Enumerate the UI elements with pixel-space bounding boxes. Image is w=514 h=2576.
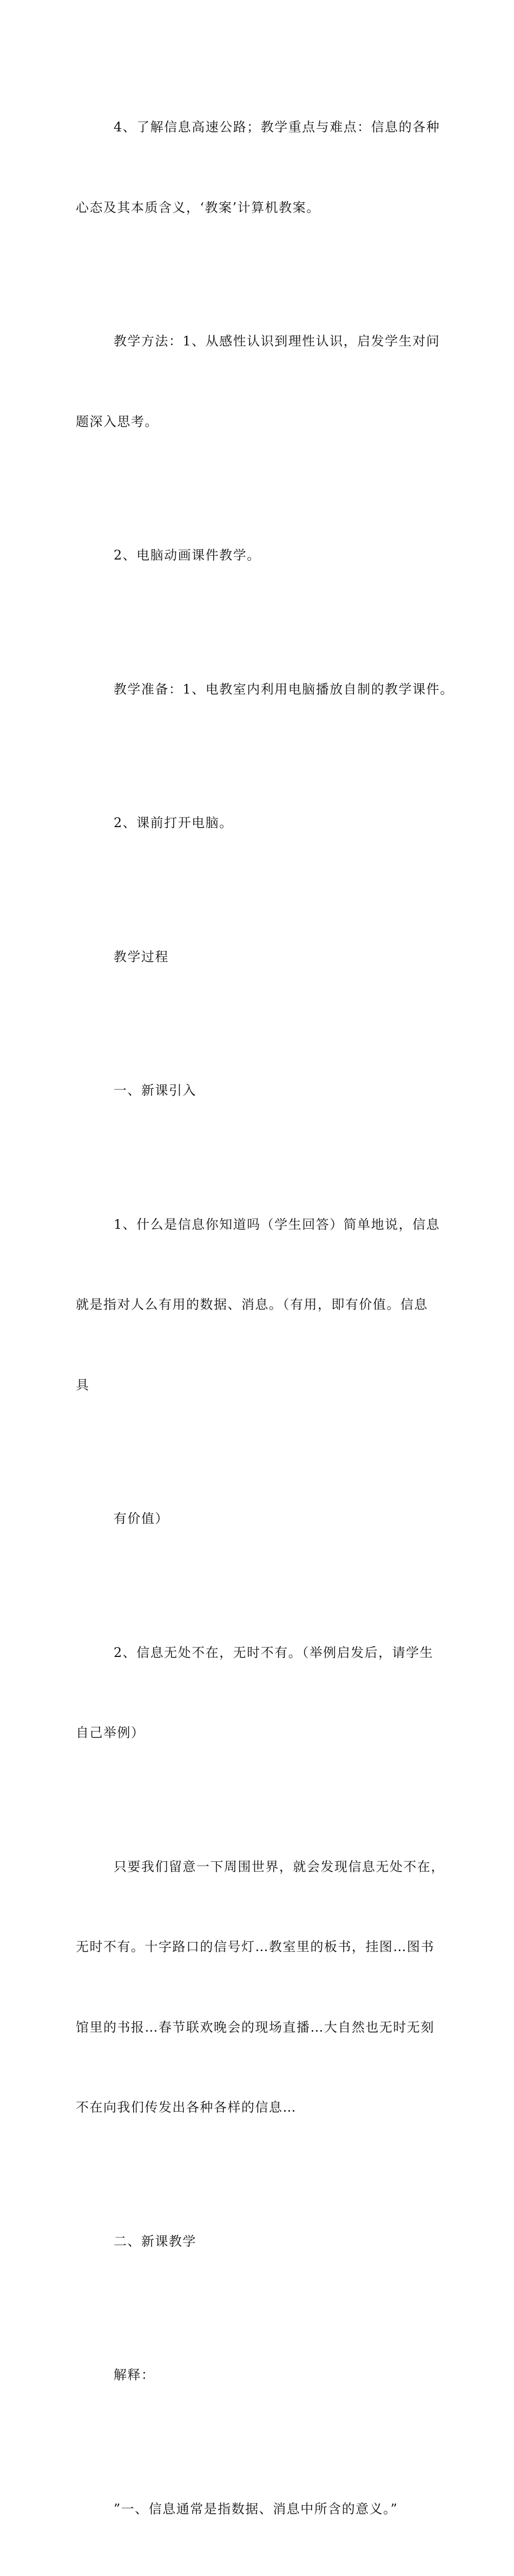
paragraph-2 [76, 275, 444, 489]
paragraph-11 [76, 1800, 444, 2175]
text-line: 只要我们留意一下周围世界，就会发现信息无处不在， [76, 1854, 444, 1881]
document-body [76, 61, 444, 2576]
paragraph-10 [76, 1586, 444, 1800]
paragraph-14 [76, 2442, 444, 2576]
paragraph-13 [76, 2308, 444, 2442]
text-line: 4、了解信息高速公路；教学重点与难点：信息的各种 [76, 114, 444, 141]
paragraph-9 [76, 1452, 444, 1586]
text-line: 心态及其本质含义，‘教案’计算机教案。 [76, 195, 444, 222]
text-line: 具 [76, 1372, 444, 1399]
text-line: 2、信息无处不在，无时不有。（举例启发后，请学生 [76, 1640, 444, 1667]
text-line: ”一、信息通常是指数据、消息中所含的意义。” [76, 2496, 444, 2523]
text-line: 馆里的书报…春节联欢晚会的现场直播…大自然也无时无刻 [76, 2014, 444, 2041]
text-line: 一、新课引入 [76, 1077, 444, 1104]
text-line: 教学准备：1、电教室内利用电脑播放自制的教学课件。 [76, 676, 444, 703]
text-line: 就是指对人么有用的数据、消息。（有用，即有价值。信息 [76, 1292, 444, 1319]
text-line: 教学过程 [76, 944, 444, 971]
text-line: 有价值） [76, 1506, 444, 1533]
section-heading-teaching [76, 2175, 444, 2309]
text-line: 自己举例） [76, 1720, 444, 1747]
text-line: 无时不有。十字路口的信号灯…教室里的板书，挂图…图书 [76, 1934, 444, 1961]
text-line: 2、课前打开电脑。 [76, 810, 444, 837]
text-line: 题深入思考。 [76, 409, 444, 436]
section-heading-intro [76, 1024, 444, 1158]
text-line: 教学方法：1、从感性认识到理性认识，启发学生对问 [76, 328, 444, 355]
paragraph-1 [76, 61, 444, 275]
paragraph-8 [76, 1158, 444, 1453]
section-heading-process [76, 890, 444, 1024]
text-line: 不在向我们传发出各种各样的信息… [76, 2094, 444, 2121]
paragraph-5 [76, 756, 444, 890]
paragraph-4 [76, 623, 444, 757]
text-line: 二、新课教学 [76, 2228, 444, 2255]
text-line: 1、什么是信息你知道吗（学生回答）简单地说，信息 [76, 1212, 444, 1239]
text-line: 2、电脑动画课件教学。 [76, 542, 444, 569]
document-page [0, 0, 514, 727]
text-line: 解释： [76, 2362, 444, 2389]
paragraph-3 [76, 489, 444, 623]
